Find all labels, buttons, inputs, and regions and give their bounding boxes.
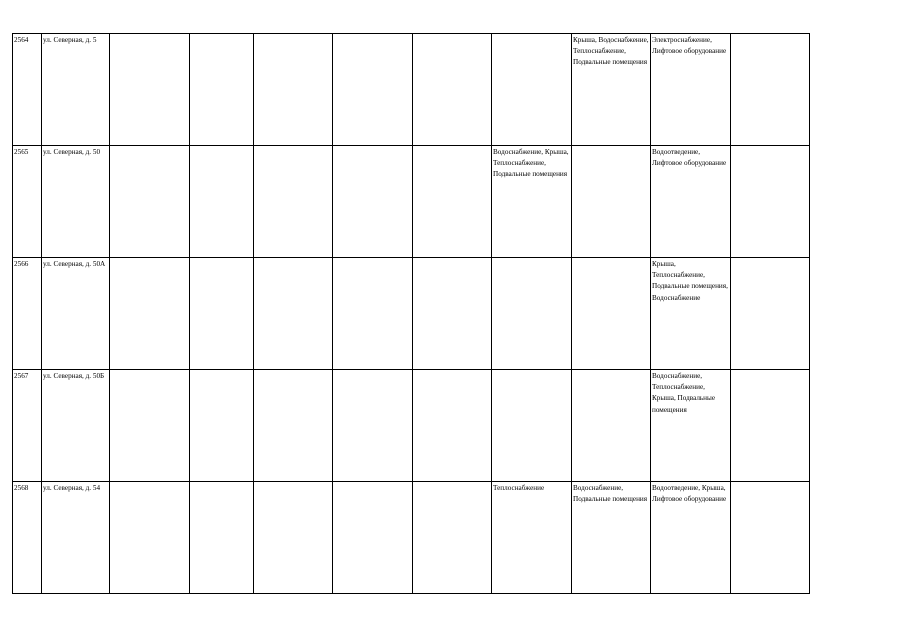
empty-cell: [110, 258, 190, 370]
works-cell-9: [492, 34, 572, 146]
empty-cell: [731, 146, 810, 258]
row-number: 2568: [13, 482, 42, 594]
empty-cell: [190, 146, 254, 258]
empty-cell: [110, 34, 190, 146]
empty-cell: [254, 482, 333, 594]
works-cell-10: Водоснабжение, Подвальные помещения: [572, 482, 651, 594]
works-cell-11: Водоотведение, Крыша, Лифтовое оборудование: [651, 482, 731, 594]
empty-cell: [254, 34, 333, 146]
empty-cell: [333, 482, 413, 594]
empty-cell: [254, 370, 333, 482]
empty-cell: [413, 482, 492, 594]
works-cell-11: Крыша, Теплоснабжение, Подвальные помещения, Водоснабжение: [651, 258, 731, 370]
empty-cell: [110, 146, 190, 258]
empty-cell: [254, 146, 333, 258]
empty-cell: [413, 146, 492, 258]
works-cell-9: [492, 258, 572, 370]
empty-cell: [413, 258, 492, 370]
row-number: 2567: [13, 370, 42, 482]
table-row: [13, 482, 889, 594]
empty-cell: [731, 482, 810, 594]
works-cell-9: [492, 370, 572, 482]
table-row: [13, 258, 889, 370]
empty-cell: [254, 258, 333, 370]
row-number: 2564: [13, 34, 42, 146]
row-address: ул. Северная, д. 50А: [42, 258, 110, 370]
empty-cell: [413, 34, 492, 146]
table-row: [13, 370, 889, 482]
row-address: ул. Северная, д. 50Б: [42, 370, 110, 482]
table-row: [13, 34, 889, 146]
empty-cell: [333, 370, 413, 482]
empty-cell: [413, 370, 492, 482]
empty-cell: [731, 258, 810, 370]
row-address: ул. Северная, д. 5: [42, 34, 110, 146]
empty-cell: [190, 482, 254, 594]
row-address: ул. Северная, д. 50: [42, 146, 110, 258]
empty-cell: [110, 482, 190, 594]
row-number: 2565: [13, 146, 42, 258]
table-row: [13, 146, 889, 258]
empty-cell: [110, 370, 190, 482]
works-cell-10: [572, 146, 651, 258]
works-cell-10: [572, 258, 651, 370]
empty-cell: [190, 370, 254, 482]
empty-cell: [333, 146, 413, 258]
empty-cell: [333, 258, 413, 370]
row-number: 2566: [13, 258, 42, 370]
empty-cell: [190, 258, 254, 370]
works-cell-9: Водоснабжение, Крыша, Теплоснабжение, Подвальные помещения: [492, 146, 572, 258]
works-cell-11: Электроснабжение, Лифтовое оборудование: [651, 34, 731, 146]
works-cell-11: Водоотведение, Лифтовое оборудование: [651, 146, 731, 258]
empty-cell: [731, 370, 810, 482]
works-cell-11: Водоснабжение, Теплоснабжение, Крыша, Подвальные помещения: [651, 370, 731, 482]
repair-schedule-table: [12, 33, 889, 594]
works-cell-10: Крыша, Водоснабжение, Теплоснабжение, Подвальные помещения: [572, 34, 651, 146]
row-address: ул. Северная, д. 54: [42, 482, 110, 594]
works-cell-9: Теплоснабжение: [492, 482, 572, 594]
empty-cell: [731, 34, 810, 146]
empty-cell: [190, 34, 254, 146]
empty-cell: [333, 34, 413, 146]
works-cell-10: [572, 370, 651, 482]
